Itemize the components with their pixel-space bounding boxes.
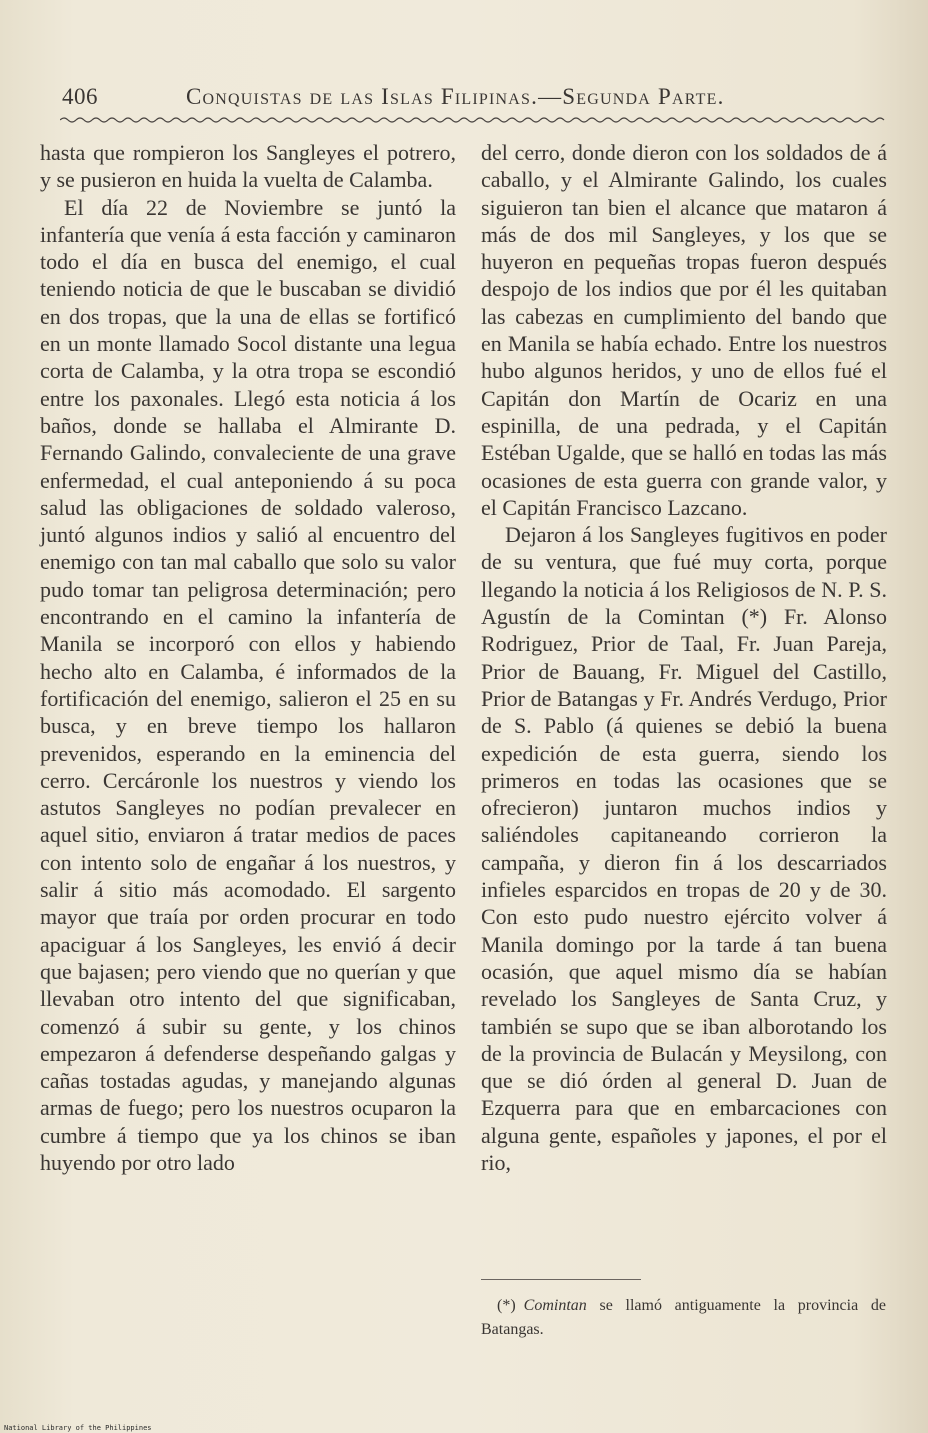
left-column — [40, 139, 456, 1176]
paragraph-continuation: hasta que rompieron los Sangleyes el potrero, y se pusieron en huida la vuelta de Calamba. — [40, 140, 456, 193]
library-credit: National Library of the Philippines — [4, 1424, 152, 1432]
running-title: Conquistas de las Islas Filipinas.—Segunda Parte. — [186, 84, 725, 109]
paragraph: El día 22 de Noviembre se juntó la infantería que venía á esta facción y caminaron todo el día en busca del enemigo, el cual teniendo noticia de que le buscaban se dividió en dos tropas, que la una de ellas se fortificó en un monte llamado Socol distante una legua corta de Calamba, y la otra tropa se escondió entre los paxonales. Llegó esta noticia á los baños, donde se hallaba el Almirante D. Fernando Galindo, convaleciente de una grave enfermedad, el cual anteponiendo á su poca salud las obligaciones de soldado valeroso, juntó algunos indios y salió al encuentro del enemigo con tan mal caballo que solo su valor pudo tomar tan peligrosa determinación; pero encontrando en el camino la infantería de Manila se incorporó con ellos y habiendo hecho alto en Calamba, é informados de la fortificación del enemigo, salieron el 25 en su busca, y en breve tiempo los hallaron prevenidos, esperando en la eminencia del cerro. Cercáronle los nuestros y viendo los astutos Sangleyes no podían prevalecer en aquel sitio, enviaron á tratar medios de paces con intento solo de engañar á los nuestros, y salir á sitio más acomodado. El sargento mayor que traía por orden procurar en todo apaciguar á los Sangleyes, les envió á decir que bajasen; pero viendo que no querían y que llevaban otro intento del que significaban, comenzó á subir su gente, y los chinos empezaron á defenderse despeñando galgas y cañas tostadas agudas, y manejando algunas armas de fuego; pero los nuestros ocuparon la cumbre á tiempo que ya los chinos se iban huyendo por otro lado — [40, 194, 456, 1175]
page-number: 406 — [62, 84, 98, 109]
footnote — [481, 1294, 886, 1342]
footnote-text: se llamó antiguamente la provincia de Batangas. — [481, 1297, 886, 1338]
footnote-marker: (*) — [497, 1297, 516, 1314]
footnote-divider — [481, 1279, 641, 1280]
footnote-term: Comintan — [523, 1297, 587, 1314]
ornamental-rule — [60, 116, 886, 124]
paragraph-continuation: del cerro, donde dieron con los soldados de á caballo, y el Almirante Galindo, los cuales siguieron tan bien el alcance que mataron á más de dos mil Sangleyes, y los que se huyeron en pequeñas tropas fueron después despojo de los indios que por él les quitaban las cabezas en cumplimiento del bando que en Manila se había echado. Entre los nuestros hubo algunos heridos, y uno de ellos fué el Capitán don Martín de Ocariz en una espinilla, de una pedrada, y el Capitán Estéban Ugalde, que se halló en todas las más ocasiones de esta guerra con grande valor, y el Capitán Francisco Lazcano. — [481, 140, 887, 520]
right-column — [481, 139, 887, 1176]
paragraph: Dejaron á los Sangleyes fugitivos en poder de su ventura, que fué muy corta, porque llegando la noticia á los Religiosos de N. P. S. Agustín de la Comintan (*) Fr. Alonso Rodriguez, Prior de Taal, Fr. Juan Pareja, Prior de Bauang, Fr. Miguel del Castillo, Prior de Batangas y Fr. Andrés Verdugo, Prior de S. Pablo (á quienes se debió la buena expedición de esta guerra, siendo los primeros en todas las ocasiones que se ofrecieron) juntaron muchos indios y saliéndoles capitaneando corrieron la campaña, y dieron fin á los descarriados infieles esparcidos en tropas de 20 y de 30. Con esto pudo nuestro ejército volver á Manila domingo por la tarde á tan buena ocasión, que aquel mismo día se habían revelado los Sangleyes de Santa Cruz, y también se supo que se iban alborotando los de la provincia de Bulacán y Meysilong, con que se dió órden al general D. Juan de Ezquerra para que en embarcaciones con alguna gente, españoles y japones, el por el rio, — [481, 522, 887, 1175]
